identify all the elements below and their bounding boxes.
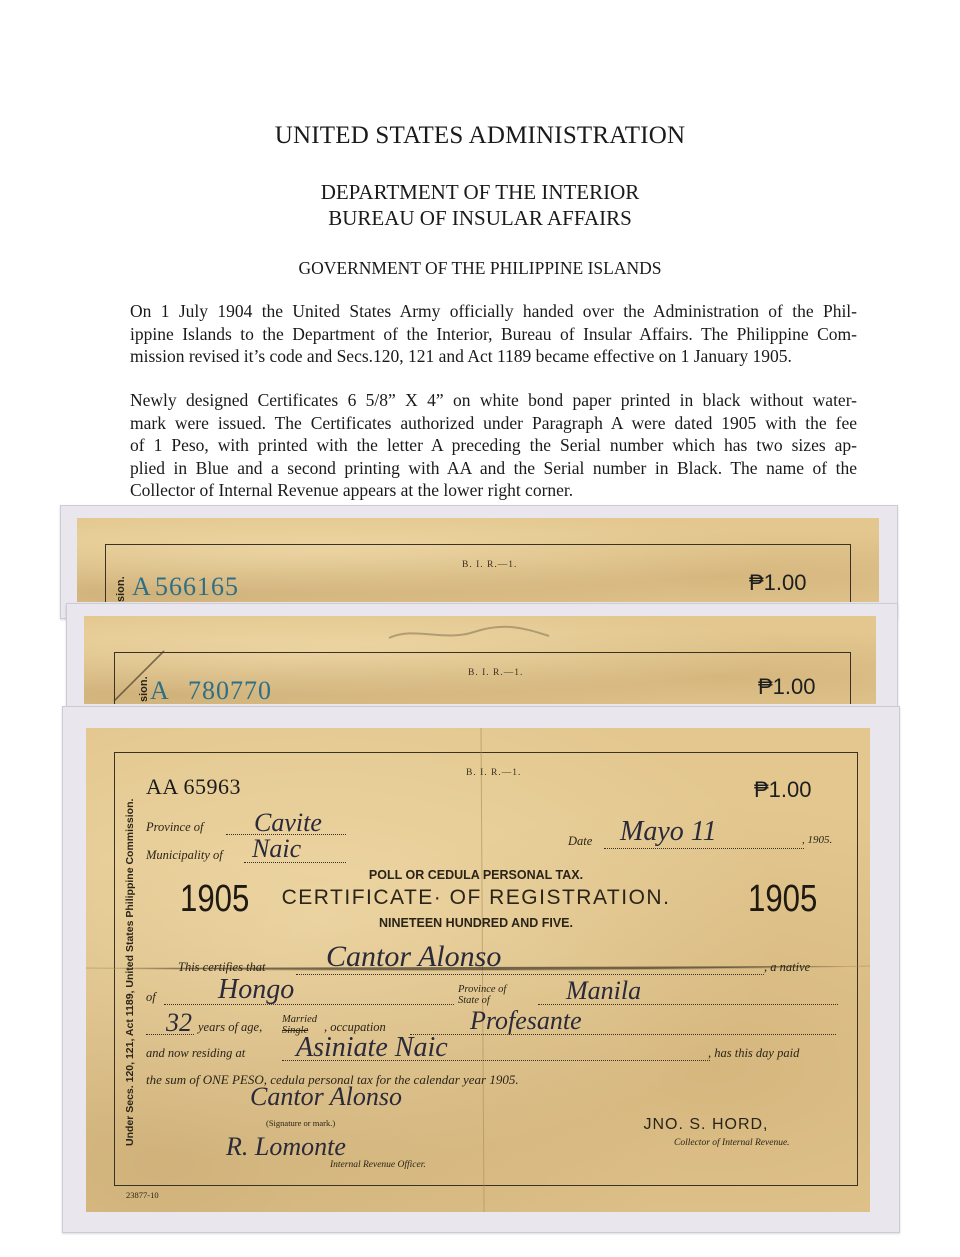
serial-prefix: A bbox=[150, 676, 170, 704]
year-words: NINETEEN HUNDRED AND FIVE. bbox=[379, 916, 573, 930]
paragraph-line: Collector of Internal Revenue appears at the lower right corner. bbox=[130, 480, 574, 500]
age-label: years of age, bbox=[198, 1020, 263, 1034]
fee-amount: ₱1.00 bbox=[758, 674, 816, 699]
tax-title: POLL OR CEDULA PERSONAL TAX. bbox=[368, 868, 584, 882]
department-heading: DEPARTMENT OF THE INTERIOR bbox=[320, 180, 640, 204]
paragraph-line: mark were issued. The Certificates authorized under Paragraph A were dated 1905 with the fee bbox=[130, 412, 857, 433]
certificate-description-paragraph bbox=[130, 389, 857, 502]
certificate-title: CERTIFICATE· OF REGISTRATION. bbox=[281, 886, 671, 909]
certificate-card-1 bbox=[77, 518, 879, 602]
province-option: Province of bbox=[458, 984, 507, 995]
government-heading: GOVERNMENT OF THE PHILIPPINE ISLANDS bbox=[298, 258, 662, 278]
sum-statement: the sum of ONE PESO, cedula personal tax for the calendar year 1905. bbox=[146, 1072, 519, 1087]
paid-label: , has this day paid bbox=[708, 1046, 800, 1060]
native-label: , a native bbox=[764, 960, 811, 974]
side-text: sion. bbox=[138, 676, 150, 702]
page-title: UNITED STATES ADMINISTRATION bbox=[274, 122, 686, 149]
dotted-line bbox=[604, 848, 804, 849]
province-state-label bbox=[458, 984, 506, 1006]
bureau-heading: BUREAU OF INSULAR AFFAIRS bbox=[328, 206, 632, 230]
fee-amount: ₱1.00 bbox=[754, 777, 812, 802]
intro-paragraph bbox=[130, 300, 857, 368]
bir-form-label: B. I. R.—1. bbox=[468, 668, 524, 678]
certificate-card-3 bbox=[86, 728, 870, 1212]
serial-number: 780770 bbox=[188, 676, 272, 704]
occupation-label: , occupation bbox=[324, 1020, 386, 1034]
of-label: of bbox=[146, 990, 156, 1004]
faded-signature-mark bbox=[384, 620, 554, 646]
province-label: Province of bbox=[146, 820, 204, 834]
serial-prefix: A bbox=[132, 572, 152, 601]
side-text-vertical: Under Secs. 120, 121, Act 1189, United States Philippine Commission. bbox=[124, 798, 136, 1146]
form-number: 23877-10 bbox=[126, 1190, 159, 1200]
single-option: Single bbox=[282, 1025, 309, 1036]
paragraph-line: On 1 July 1904 the United States Army officially handed over the Administration of the Phil- bbox=[130, 301, 857, 321]
residence-value: Asiniate Naic bbox=[296, 1032, 448, 1063]
name-value: Cantor Alonso bbox=[326, 940, 502, 973]
officer-caption: Internal Revenue Officer. bbox=[330, 1160, 426, 1170]
paragraph-line: ippine Islands to the Department of the Interior, Bureau of Insular Affairs. The Philippine Com- bbox=[130, 323, 857, 344]
date-year: , 1905. bbox=[802, 834, 833, 846]
serial-number: 566165 bbox=[155, 572, 239, 601]
municipality-label: Municipality of bbox=[146, 848, 223, 862]
paragraph-line: Newly designed Certificates 6 5/8” X 4” on white bond paper printed in black without water- bbox=[130, 390, 857, 410]
holder-signature: Cantor Alonso bbox=[250, 1082, 402, 1111]
bir-form-label: B. I. R.—1. bbox=[462, 560, 518, 570]
paragraph-line: plied in Blue and a second printing with AA and the Serial number in Black. The name of the bbox=[130, 457, 857, 478]
state-option: State of bbox=[458, 995, 490, 1006]
municipality-value: Naic bbox=[252, 834, 302, 863]
province-value: Cavite bbox=[254, 808, 322, 837]
year-right: 1905 bbox=[748, 878, 818, 920]
signature-caption: (Signature or mark.) bbox=[266, 1118, 336, 1128]
collector-title: Collector of Internal Revenue. bbox=[674, 1138, 790, 1148]
bir-form-label: B. I. R.—1. bbox=[466, 768, 522, 778]
dotted-line bbox=[296, 974, 764, 975]
officer-signature: R. Lomonte bbox=[226, 1132, 346, 1161]
date-label: Date bbox=[568, 834, 593, 848]
age-value: 32 bbox=[166, 1008, 192, 1037]
side-text: sion. bbox=[115, 576, 127, 602]
paragraph-line: of 1 Peso, with printed with the letter A preceding the Serial number which has two sizes ap- bbox=[130, 435, 857, 455]
married-option: Married bbox=[282, 1014, 317, 1025]
paragraph-line: mission revised it’s code and Secs.120, 121 and Act 1189 became effective on 1 January 1905. bbox=[130, 346, 792, 366]
certify-label: This certifies that bbox=[178, 960, 266, 974]
residing-label: and now residing at bbox=[146, 1046, 246, 1060]
province-of-birth-value: Manila bbox=[566, 976, 642, 1005]
occupation-value: Profesante bbox=[470, 1006, 582, 1035]
dotted-line bbox=[164, 1004, 454, 1005]
collector-name: JNO. S. HORD, bbox=[643, 1116, 769, 1133]
serial-number: AA 65963 bbox=[146, 774, 242, 799]
fee-amount: ₱1.00 bbox=[749, 570, 807, 595]
year-left: 1905 bbox=[180, 878, 250, 920]
date-value: Mayo 11 bbox=[620, 816, 717, 847]
birthplace-value: Hongo bbox=[218, 974, 295, 1005]
certificate-card-2 bbox=[84, 616, 876, 704]
